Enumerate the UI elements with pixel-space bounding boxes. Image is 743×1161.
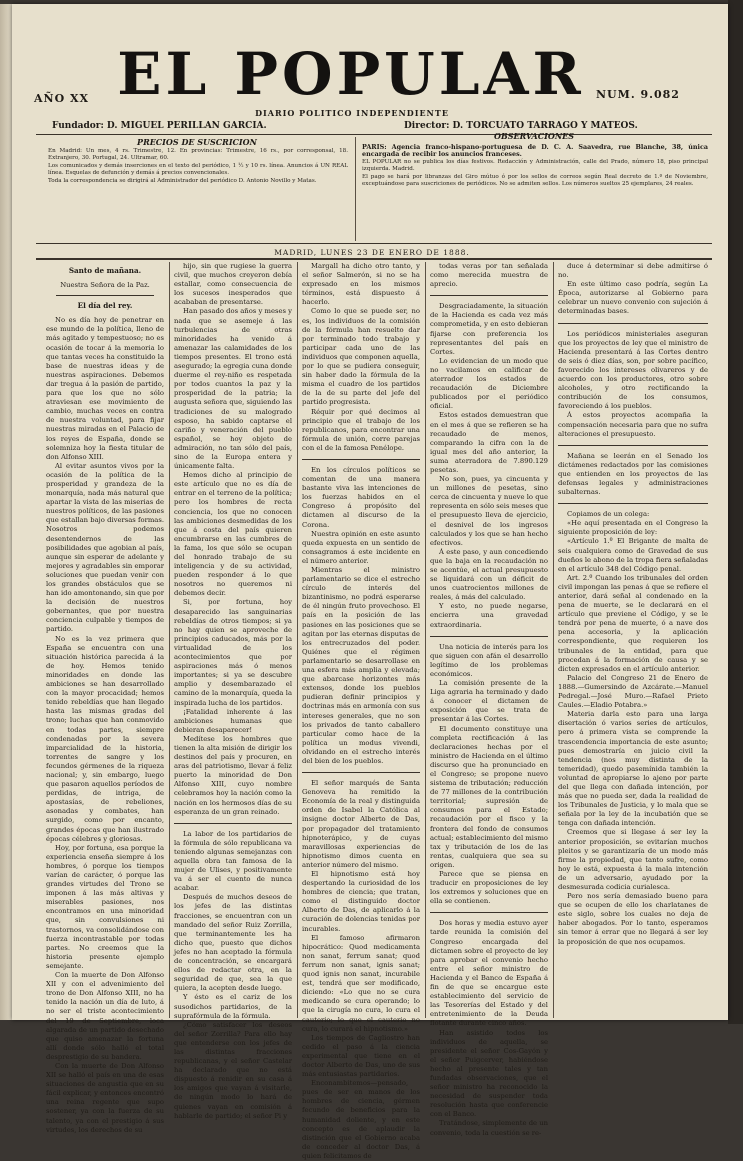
year-label: AÑO XX (34, 92, 90, 105)
article-paragraph: Los periódicos ministeriales aseguran que los proyectos de ley que el ministro de Hacienda presentará á las Cortes dentro de seis ó diez días, son, por sobre pacífico, favorecido los intereses olivareros y de acuerdo con los productores, otro sobre alcoholes, y otro rectificando la contribución de los consumos, favoreciendo á los pueblos. (558, 329, 708, 411)
article-paragraph: Nuestra opinión en este asunto queda expuesta en un sentido de consagramos á este incidente en el número anterior. (302, 529, 420, 565)
masthead (12, 4, 728, 264)
article-column (302, 262, 420, 1160)
article-paragraph: todas veras por tan señalada como merecida muestra de aprecio. (430, 262, 548, 289)
article-paragraph: «He aquí presentada en el Congreso la siguiente proposición de ley: (558, 519, 708, 537)
column-divider (297, 262, 298, 1018)
newspaper-subtitle: DIARIO POLITICO INDEPENDIENTE (255, 108, 449, 118)
article-paragraph: Los tiempos de Cagliostro han cedido el paso á la ciencia experimental que tiene en el doctor Alberto de Das, uno de sus más entusiastas partidarios. (302, 1033, 420, 1079)
article-paragraph: En los círculos políticos se comentan de una manera bastante viva las intenciones de los fuerzas habidos en el Congreso á propósito del dictamen al discurso de la Corona. (302, 465, 420, 529)
article-paragraph: ¡Fatalidad inherente á las ambiciones humanas que debieran desaparecer! (174, 707, 292, 734)
article-paragraph: Copiamos de un colega: (567, 510, 650, 519)
article-paragraph: «Artículo 1.º El Brigante de malta de seis cualquiera como de Gravedad de sus dueños le abono de la tropa fiera señaladas en el artículo 348 del Código penal. (558, 537, 708, 573)
subscription-line: Toda la correspondencia se dirigirá al Administrador del periódico D. Antonio Novillo y Matas. (48, 177, 317, 184)
observations-box (362, 144, 708, 188)
article-separator (56, 295, 154, 296)
article-paragraph: Materia darla esto para una larga disertación ó varios series de artículos, pero á primera vista se comprende la trascendencia importancia de este asunto; pues demostraría en juicio civil la tendencia (nos muy distinta de la temeridad), quedo pasemínida también la voluntad de apropiarse lo ajeno por parte del que llega con dañada intención, por más que no pueda ser, dada la realidad de los Tribunales de Justicia, y lo mala que se señala por la ley de la incubatión que se tenga con dañada intención. (558, 710, 708, 828)
article-paragraph: Al evitar asuntos vivos por la ocasión de la política de la prosperidad y grandeza de la monarquía, nada más natural que apartar la vista de las miserias de nuestros políticos, de las pasiones que estallan bajo diversas formas. Nosotros podemos desentendernos de las posibilidades que agobian al país, aunque sin esperar de adelante y mejores y agradables sin emporar soluciones que puedan venir con los grandes obstáculos que se han ido amontonando, sin que por la decisión de nuestros gobernantes, que por nuestra conciencia culpable y tiempos de partido. (46, 461, 164, 634)
article-paragraph: Art. 2.º Cuando los tribunales del orden civil impongan las penas á que se refiere el anterior, dará señal al condenado en la pena de muerte, se le declarará en el artículo que previene el Código, y se le tendrá por pena de muerte, ó a nave dos pena accesoria, y la aplicación correspondiente, que requieren los tribunales de la entidad, para que procedan á la formación de causa y se dicten expresados en el artículo anterior. (558, 573, 708, 673)
article-paragraph: Han asistido todos los individuos de aquella, se presidente el señor Cos-Gayón y el señor Puigcerver, habiéndose hecho al presente tales y tan fundadas observaciones, que el señor ministro ha reconocido la necesidad de suspender toda resolución hasta que conferencie con el Banco. (430, 1028, 548, 1119)
article-paragraph: La comisión presente de la Liga agraria ha terminado y dado á conocer el dictamen de exposición que se trata de presentar á las Cortes. (430, 679, 548, 724)
article-heading: Santo de mañana. (68, 266, 142, 275)
observation-line: EL POPULAR no se publica los días festivos. Redacción y Administración, calle del Prado, número 18, piso principal izquierda. Madrid. (362, 158, 708, 173)
article-heading: El día del rey. (77, 301, 133, 311)
article-paragraph: Con la muerte de Don Alfonso XII y con el advenimiento del trono de Don Alfonso XIII, no ha tenido la nación un día de luto, á no ser el triste acontecimiento del 19 de Septiembre, loca algarada de un partido desechado que quiso amenazar la fortuna allí donde sólo halló el total desprestigio de su bandera. (46, 971, 164, 1061)
article-paragraph: ¿Cómo satisfacer los deseos del señor Zorrilla? Para ello hay que entenderse con los jefes de las distintas fracciones republicanas, y el señor Castelar ha declarado que no está dispuesto á renidir en su casa á los amigos que vayan á visitarle, de ningún modo lo hará de quienes vayan en comisión á hablarle de partido; el señor Pi y (174, 1020, 292, 1120)
article-paragraph: Palacio del Congreso 21 de Enero de 1888.—Gumersindo de Azcárate.—Manuel Pedregal.—José Muro.—Rafael Prieto Caules.—Eladio Potabra.» (558, 673, 708, 710)
article-paragraph: Creemos que si llegase á ser ley la anterior proposición, se evitarían muchos pleitos y se garantizaría de un modo más firme la propiedad, que tanto sufre, como hoy le está, expuesta á la mala intención de un adversario, ayudado por la desmesurada codicia curialesca. (558, 828, 708, 891)
article-paragraph: Y esto, no puede negarse, encierra una gravedad extraordinaria. (430, 602, 548, 629)
article-paragraph: Mañana se leerán en el Senado los dictámenes redactados por las comisiones que entienden en los proyectos de las defensas legales y administraciones subalternas. (558, 451, 708, 497)
observations-heading: OBSERVACIONES (493, 131, 575, 141)
article-paragraph: Hoy, por fortuna, esa porque la experiencia enseña siempre á los hombres, ó porque los tiempos varían de carácter, ó porque las grandes virtudes del Trono se imponen á las más altivas y miserables pasiones, nos encontramos en una minoridad que, sin convulsiones ni trastornos, va consolidándose con fuerza incontrastable por todas partes. No creemos que la historia presente ejemplo semejante. (46, 843, 164, 970)
dateline-rule-top (36, 243, 712, 244)
article-paragraph: El hipnotismo está hoy despertando la curiosidad de los hombres de ciencia; que tratan, como el distinguido doctor Alberto de Das, de aplicarlo á la curación de dolencias tenidas por incurables. (302, 870, 420, 933)
article-paragraph: Después de muchos deseos de los jefes de las distintas fracciones, se encuentran con un mandado del señor Ruiz Zorrilla, que terminantemente les ha dicho que, puesto que dichos jefes no han aceptado la fórmula de concentración, se encargará ellos de redactar otra, en la seguridad de que, sea la que quiera, la acepten desde luego. (174, 893, 292, 993)
article-separator (302, 459, 420, 460)
article-paragraph: hijo, sin que rugiese la guerra civil, que muchos creyeron debía estallar, como consecuencia de los sucesos inesperados que acababan de presentarse. (174, 262, 292, 307)
article-paragraph: Medítese los hombres que tienen la alta misión de dirigir los destinos del país y procuren, en aras del patriotismo, llevar á feliz puerto la minoridad de Don Alfonso XIII, cuyo nombre celebramos hoy la nación como la nación en los hermosos días de su esperanza de un gran reinado. (174, 734, 292, 816)
article-column (174, 262, 292, 1120)
article-paragraph: No son, pues, ya cincuenta y un millones de pesetas, sino cerca de cincuenta y nueve lo que representa en sólo seis meses que el presupuesto lleva de ejercicio, el desnivel de los ingresos calculados y los que se han hecho efectivos. (430, 475, 549, 547)
article-separator (302, 772, 420, 773)
article-paragraph: Con la muerte de Don Alfonso XII se halló el país en una de esas situaciones de angustia que en su fácil explicar, y entonces encontró una reina regente que supo sostener, ya con la fuerza de su talento, ya con el prestigio á sus virtudes, los derechos de su (46, 1061, 164, 1134)
article-paragraph: Mientras el ministro parlamentario se dice el estrecho círculo de interés del bizantinismo, no podrá esperarse de él ningún fruto provechoso. El país en la posición de las pasiones en las posiciones que se agitan por las eternas disputas de los entrecruzados del poder. Quiénes que el régimen parlamentario se desarrollase en una esfera más amplia y elevada; que abarcase horizontes más extensos, donde los pueblos pudieran definir principios y doctrinas más en armonía con sus intereses generales, que no son los privados de tanto caballero particular como hace de la política un modus vivendi, olvidando en el estrecho interés del bien de los pueblos. (302, 566, 420, 765)
article-column (430, 262, 549, 1137)
column-divider (425, 262, 426, 1018)
founder-line: Fundador: D. MIGUEL PERILLAN GARCIA. (52, 121, 267, 131)
article-paragraph: El famoso afirmaron hipocrático: Quod medicamenta non sanat, ferrum sanat; quod ferrum non sanat, ignis sanat; quod ignis non sanat, incurabile est, tendrá que ser modificado, diciendo: «Lo que no se cura medicando se cura operando; lo que la cirugía no cura, lo cura el cauterio; lo que el cauterio no cura, lo curará el hipnotismo.» (302, 933, 420, 1033)
article-paragraph: Tratándose, simplemente de un convenio, toda la cuestión se re- (430, 1119, 548, 1137)
newspaper-title: EL POPULAR (117, 40, 585, 108)
dateline: MADRID, LUNES 23 DE ENERO DE 1888. (274, 248, 470, 257)
article-paragraph: Lo evidencian de un modo que no vacilamos en calificar de aterrador los estados de recaudación de Diciembre publicados por el periódico oficial. (430, 356, 548, 411)
article-paragraph: La labor de los partidarios de la fórmula de sólo republicana va teniendo algunas semejanzas con aquella obra tan famosa de la mujer de Ulises, y positivamente va á ser el cuento de nunca acabar. (174, 829, 292, 893)
article-paragraph: No es día hoy de penetrar en ese mundo de la política, lleno de más agitado y tempestuoso; no es ocasión de tocar á la memoria lo que tantas veces ha constituido la base de nuestras ideas y de nuestras aspiraciones. Debemos dar tregua á la pasión de partido, para que los que no sólo atraviesan ese movimiento de cambio, muchas veces en contra de nuestra voluntad, para fijar nuestras miradas en el Palacio de los reyes de España, donde se solemniza hoy la fiesta titular de don Alfonso XIII. (46, 316, 164, 461)
article-paragraph: Á este paso, y aun concediendo que la baja en la recaudación no se acentúe, el actual presupuesto se liquidará con un déficit de unos cuatrocientos millones de reales, á más del calculado. (430, 547, 548, 602)
article-paragraph: En este último caso podría, según La Época, autorizarse al Gobierno para celebrar un nuevo convenio con sujeción á determinadas bases. (558, 280, 708, 316)
article-separator (174, 823, 292, 824)
subscription-line: En Madrid: Un mes, 4 rs. Trimestre, 12. En provincias: Trimestre, 16 rs., por corresponsal, 18. Extranjero, 30. Portugal, 24. Ultramar, 60. (48, 148, 348, 162)
observation-line: PARIS: Agencia franco-hispano-portuguesa de D. C. A. Saavedra, rue Blanche, 38, única encargada de recibir los anuncios franceses. (362, 143, 708, 159)
article-separator (558, 445, 708, 446)
article-subheading: Nuestra Señora de la Paz. (60, 281, 150, 290)
article-paragraph: duce á determinar si debe admitirse ó no. (558, 262, 708, 280)
article-paragraph: No es la vez primera que España se encuentra con una situación histórica parecida á la de hoy. Hemos tenido minoridades en donde las ambiciones se han desarrollado con la mayor procacidad; hemos tenido rebeldías que han llegado hasta las mismas gradas del trono; luchas que han conmovido en todas partes, siempre condenadas por la severa imparcialidad de la historia, torrentes de sangre y los fecundos gérmenes de la riqueza nacional; y, sin embargo, luego que pasaron aquellos períodos de perdidas, de intriga, de apostasías, de rebeliones, asonadas y combates, han surgido, como por encanto, grandes épocas que han ilustrado épocas célebres y gloriosas. (46, 634, 164, 843)
article-separator (430, 295, 548, 296)
newspaper-page (12, 4, 728, 1160)
article-paragraph: Margall ha dicho otro tanto, y el señor Salmerón, si no se ha expresado en los mismos términos, está dispuesto á hacerlo. (302, 262, 420, 307)
article-paragraph: Estos estados demuestran que en el mes á que se refieren se ha recaudado de menos, comparando la cifra con la de igual mes del año anterior, la suma aterradora de 7.890.129 pesetas. (430, 411, 548, 474)
article-paragraph: Como lo que se puede ser, no es, los individuos de la comisión de la fórmula han resuelto dar por terminado todo trabajo y participar cada uno de las individuos que componen aquella, por lo que se pudiera conseguir, sin haber dado la fórmula de la misma el cuadro de los partidos de la de su parte del jefe del partido progresista. (302, 307, 420, 407)
article-paragraph: Pero nos sería demasiado bueno para que se ocupen de ello los charlatanes de este siglo, sobre los cuales no deja de haber abogados. Por lo tanto, esperamos sin temor á errar que no llegará á ser ley la proposición de que nos ocupamos. (558, 892, 708, 946)
article-column (558, 262, 708, 1022)
article-paragraph: Parece que se piensa en traducir en proposiciones de ley los extremos y soluciones que en ella se contienen. (430, 870, 548, 906)
article-paragraph: Á estos proyectos acompaña la compensación necesaria para que no sufra alteraciones el presupuesto. (558, 411, 708, 438)
subscription-heading: PRECIOS DE SUSCRICION (137, 137, 257, 147)
article-paragraph: Réquir por qué decimos al principio que el trabajo de los republicanos, para encontrar una fórmula de unión, corre parejas con el de la famosa Penélope. (302, 407, 420, 452)
scan-border (728, 0, 743, 1024)
dateline-rule-bottom (36, 258, 712, 260)
article-paragraph: Han pasado dos años y meses y nada que se asemeje á las turbulencias de otras minoridades ha venido á amenazar las calamidades de los tiempos presentes. El trono está asegurado; la egregia cuna donde duerme el rey-niño es respetada por todos cuantos la paz y la prosperidad de la patria; la augusta señora que, siguiendo las tradiciones de su malogrado esposo, ha sabido captarse el cariño y veneración del pueblo español, se hoy objeto de admiración, no tan sólo del país, sino de la Europa entera y únicamente falta. (174, 307, 292, 471)
subscription-line: Los comunicados y demás inserciones en el texto del periódico, 1 ½ y 10 rs. línea. Anuncios á UN REAL línea. Esquelas de defunción y demás á precios convencionales. (48, 162, 348, 177)
article-paragraph: Si, por fortuna, hoy desaparecido las sanguinarias rebeldías de otros tiempos; si ya no hay quien se aproveche de principios caducados, más por la virtualidad de los acontecimientos que por aspiraciones más ó menos importantes; si ya se descubre amplio y desembarazado el camino de la monarquía, queda la inspirada lucha de los partidos. (174, 598, 292, 707)
article-separator (558, 323, 708, 324)
article-separator (430, 636, 548, 637)
column-divider (553, 262, 554, 1018)
column-divider (169, 262, 170, 1018)
article-separator (558, 503, 708, 504)
article-paragraph: Hemos dicho al principio de este artículo que no es día de entrar en el terreno de la política; pero los hombres de recta conciencia, los que no conocen las ambiciones desmedidas de los que á costa del país quieren encumbrarse en las cumbres de la fama, los que sólo se ocupan del honrado trabajo de su inteligencia y de su actividad, pueden responder á lo que nosotros no queremos ni debemos decir. (174, 471, 292, 598)
subscription-box (48, 148, 348, 185)
article-paragraph: El documento constituye una completa rectificación á las declaraciones hechas por el ministro de Hacienda en el último discurso que ha pronunciado en el Congreso; se propone nuevo sistema de tributación; reducción de 77 millones de la contribución territorial; supresión de consumos para el Estado; recaudación por el fisco y la frontera del fondo de consumos actual; establecimiento del mismo tax y tributación de los de las rentas, cualquiera que sea su origen. (430, 724, 548, 869)
article-paragraph: Desgraciadamente, la situación de la Hacienda es cada vez más comprometida, y en esto debieran fijarse con preferencia los representantes del país en Cortes. (430, 302, 548, 356)
article-column (46, 262, 164, 1134)
article-paragraph: Y ésto es el cariz de los susodichos partidarios, de la suprafórmula de la fórmula. (174, 993, 292, 1020)
article-paragraph: El señor marqués de Santa Genoveva ha remitido la Economía de la real y distinguida orden de Isabel la Católica al insigne doctor Alberto de Das, por propagador del tratamiento hipnoterápico, y de cuyas maravillosas experiencias de hipnotismo dimos cuenta en anterior número del mismo. (302, 779, 420, 869)
issue-number: NUM. 9.082 (596, 88, 680, 101)
article-separator (430, 912, 548, 913)
director-line: Director: D. TORCUATO TARRAGO Y MATEOS. (404, 121, 638, 131)
box-divider (355, 137, 356, 241)
observation-line: El pago se hará por libranzas del Giro mútuo ó por los sellos de correos según Real decreto de 1.º de Noviembre, exceptuándose para suscriciones de periódicos. No se admiten sellos. Los números sueltos 25 ejemplares, 24 reales. (362, 173, 708, 188)
article-paragraph: Dos horas y media estuvo ayer tarde reunida la comisión del Congreso encargada del dictamen sobre el proyecto de ley para aprobar el convenio hecho entre el señor ministro de Hacienda y el Banco de España á fin de que se encargue este establecimiento del servicio de las Tesorerías del Estado y del entretenimiento de la Deuda flotante durante cinco años. (430, 919, 548, 1028)
article-paragraph: Enconambitemos—pensado, pues de ser en manos de los hombres de ciencia, gérmen fecundo de beneficios para la humanidad doliente, y en este concepto es de aplaudir la distinción que el Gobierno acaba de conceder al doctor Das, á quien felicitamos de (302, 1079, 420, 1160)
article-paragraph: Una noticia de interés para los que siguen con afán el desarrollo legítimo de los problemas económicos. (430, 642, 548, 678)
